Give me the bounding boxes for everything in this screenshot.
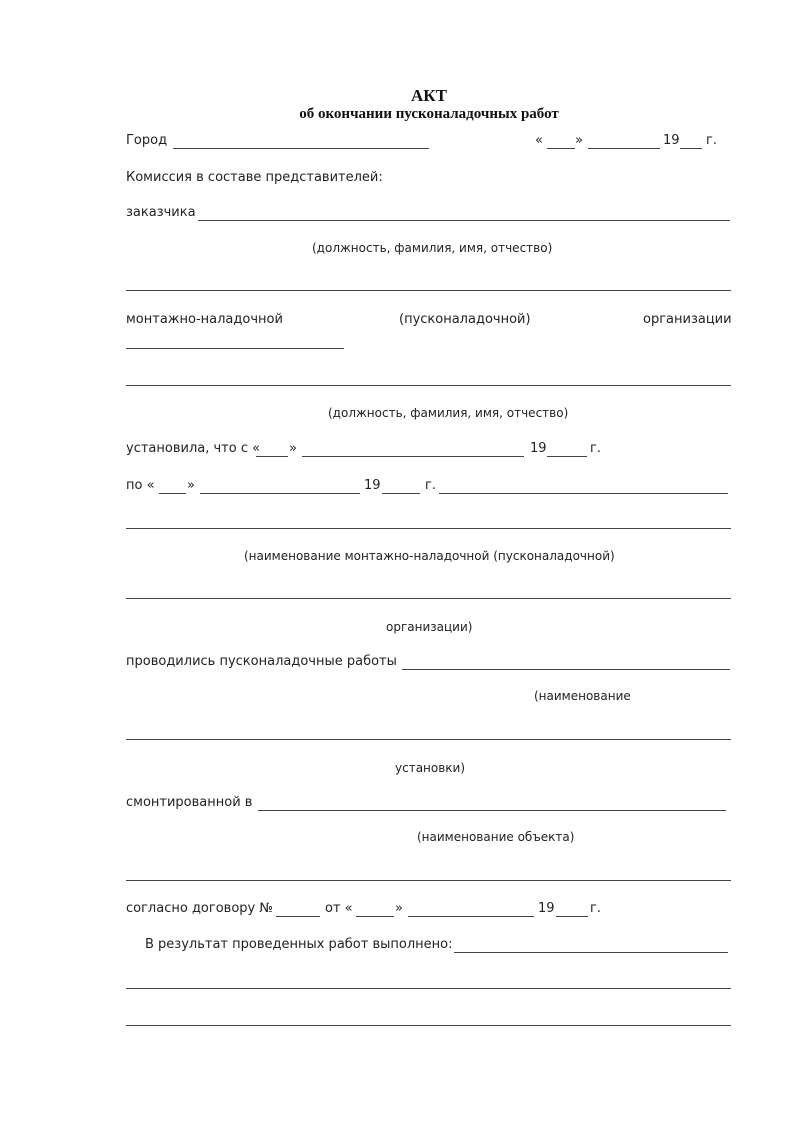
position-caption-1: (должность, фамилия, имя, отчество): [312, 241, 553, 255]
to-day-field[interactable]: [159, 493, 186, 494]
contract-year-suffix: г.: [590, 901, 601, 916]
to-close-quote: »: [187, 478, 195, 493]
org-name-field-2[interactable]: [126, 598, 731, 599]
mounted-field[interactable]: [258, 810, 726, 811]
established-label: установила, что с «: [126, 441, 261, 456]
date-close-quote: »: [575, 133, 583, 148]
org-caption-end: организации): [386, 620, 473, 634]
result-field[interactable]: [454, 952, 728, 953]
city-label: Город: [126, 133, 168, 148]
result-field-2[interactable]: [126, 988, 731, 989]
customer-field-2[interactable]: [126, 290, 731, 291]
contract-year-prefix: 19: [538, 901, 555, 916]
naming-caption: (наименование: [534, 689, 631, 703]
contract-year-field[interactable]: [556, 916, 588, 917]
date-year-prefix: 19: [663, 133, 680, 148]
to-year-field[interactable]: [382, 493, 420, 494]
to-year-prefix: 19: [364, 478, 381, 493]
contract-close-quote: »: [395, 901, 403, 916]
org-field-2[interactable]: [126, 385, 731, 386]
result-field-3[interactable]: [126, 1025, 731, 1026]
org-word-3: организации: [643, 312, 732, 327]
document-title: АКТ: [411, 86, 447, 105]
from-year-suffix: г.: [590, 441, 601, 456]
org-name-field[interactable]: [126, 528, 731, 529]
date-year-suffix: г.: [706, 133, 717, 148]
date-month-field[interactable]: [588, 148, 660, 149]
from-close-quote: »: [289, 441, 297, 456]
works-label: проводились пусконаладочные работы: [126, 654, 397, 669]
org-name-caption: (наименование монтажно-наладочной (пусконаладочной): [244, 549, 615, 563]
date-day-field[interactable]: [547, 148, 575, 149]
mounted-label: смонтированной в: [126, 795, 253, 810]
works-field[interactable]: [402, 669, 730, 670]
date-open-quote: «: [535, 133, 543, 148]
installation-field[interactable]: [126, 739, 731, 740]
city-field[interactable]: [173, 148, 429, 149]
object-field[interactable]: [126, 880, 731, 881]
org-field-1[interactable]: [126, 348, 344, 349]
contract-from-label: от «: [325, 901, 353, 916]
contract-label: согласно договору №: [126, 901, 273, 916]
contract-month-field[interactable]: [408, 916, 534, 917]
result-label: В результат проведенных работ выполнено:: [145, 937, 453, 952]
from-day-field[interactable]: [256, 456, 288, 457]
to-label: по «: [126, 478, 155, 493]
to-org-field[interactable]: [439, 493, 728, 494]
from-year-field[interactable]: [547, 456, 587, 457]
from-month-field[interactable]: [302, 456, 524, 457]
date-year-field[interactable]: [680, 148, 702, 149]
contract-number-field[interactable]: [276, 916, 320, 917]
customer-label: заказчика: [126, 205, 196, 220]
commission-label: Комиссия в составе представителей:: [126, 170, 383, 185]
to-year-suffix: г.: [425, 478, 436, 493]
to-month-field[interactable]: [200, 493, 360, 494]
position-caption-2: (должность, фамилия, имя, отчество): [328, 406, 569, 420]
from-year-prefix: 19: [530, 441, 547, 456]
customer-field[interactable]: [198, 220, 730, 221]
org-word-1: монтажно-наладочной: [126, 312, 283, 327]
contract-day-field[interactable]: [356, 916, 394, 917]
object-caption: (наименование объекта): [417, 830, 575, 844]
install-caption: установки): [395, 761, 466, 775]
document-subtitle: об окончании пусконаладочных работ: [299, 106, 559, 122]
org-word-2: (пусконаладочной): [399, 312, 531, 327]
